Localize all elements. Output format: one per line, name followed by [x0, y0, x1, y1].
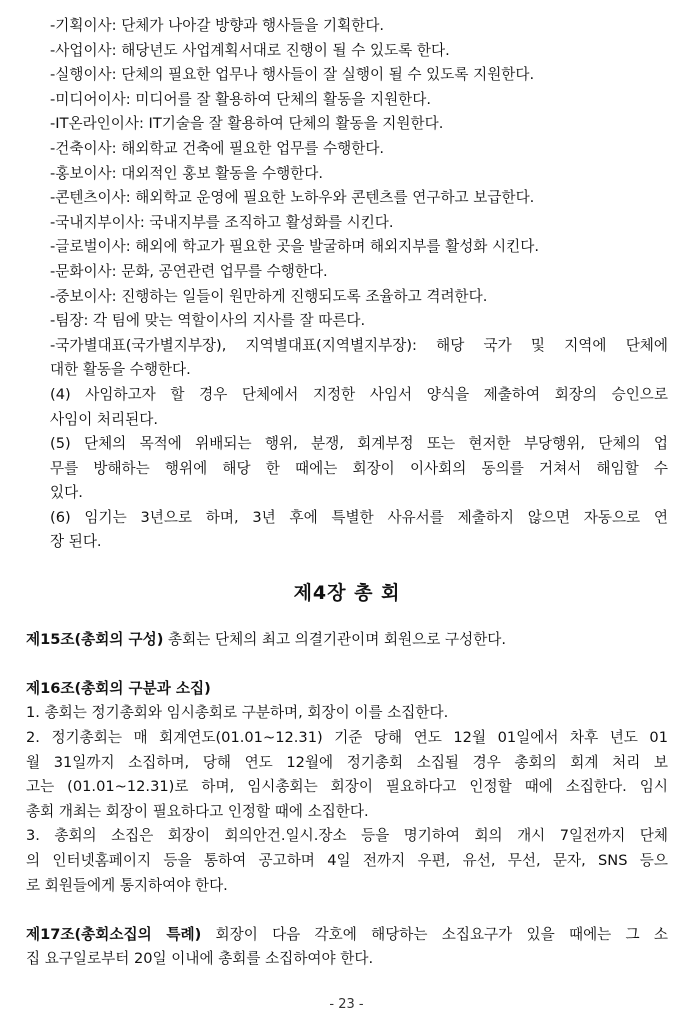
clause-4 [50, 383, 668, 432]
chapter-title: 제4장 총 회 [293, 582, 401, 605]
role-item-contents: -콘텐츠이사: 해외학교 운영에 필요한 노하우와 콘텐츠를 연구하고 보급한다. [50, 189, 535, 207]
article-16-item-2-line: 2. 정기총회는 매 회계연도(01.01~12.31) 기준 당해 연도 12월 01일에서 차후 년도 01 [26, 729, 668, 747]
article-16-item-1: 1. 총회는 정기총회와 임시총회로 구분하며, 회장이 이를 소집한다. [26, 704, 449, 722]
article-17-text: 회장이 다음 각호에 해당하는 소집요구가 있을 때에는 그 소 [201, 925, 668, 943]
role-item-intercession: -중보이사: 진행하는 일들이 원만하게 진행되도록 조율하고 격려한다. [50, 287, 488, 305]
article-15-heading: 제15조(총회의 구성) [26, 630, 164, 648]
clause-line: (4) 사임하고자 할 경우 단체에서 지정한 사임서 양식을 제출하여 회장의 승인으로 [50, 385, 668, 403]
role-item-planning: -기획이사: 단체가 나아갈 방향과 행사들을 기획한다. [50, 17, 385, 34]
article-15-text: 총회는 단체의 최고 의결기관이며 회원으로 구성한다. [163, 630, 507, 648]
role-item-media: -미디어이사: 미디어를 잘 활용하여 단체의 활동을 지원한다. [50, 90, 431, 108]
page-number: - 23 - [329, 997, 364, 1012]
clause-line: (5) 단체의 목적에 위배되는 행위, 분쟁, 회계부정 또는 현저한 부당행위, 단체의 업 [50, 435, 668, 453]
role-item-it-online: -IT온라인이사: IT기술을 잘 활용하여 단체의 활동을 지원한다. [50, 115, 444, 133]
article-15 [26, 628, 668, 653]
role-item-construction: -건축이사: 해외학교 건축에 필요한 업무를 수행한다. [50, 139, 385, 157]
role-item-country-rep-line1: -국가별대표(국가별지부장), 지역별대표(지역별지부장): 해당 국가 및 지역에 단체에 [50, 336, 668, 354]
clause-line: 있다. [50, 484, 83, 502]
role-item-global: -글로벌이사: 해외에 학교가 필요한 곳을 발굴하며 해외지부를 활성화 시킨다. [50, 238, 539, 256]
clause-line: 사임이 처리된다. [50, 410, 158, 428]
article-16-item-3-line: 3. 총회의 소집은 회장이 회의안건.일시.장소 등을 명기하여 회의 개시 7일전까지 단체 [26, 827, 668, 845]
spacer [26, 898, 668, 923]
role-item-culture: -문화이사: 문화, 공연관련 업무를 수행한다. [50, 262, 328, 280]
director-roles-list [26, 14, 668, 555]
article-16-item-2-line: 총회 개최는 회장이 필요하다고 인정할 때에 소집한다. [26, 802, 369, 820]
role-item-execution: -실행이사: 단체의 필요한 업무나 행사들이 잘 실행이 될 수 있도록 지원한다. [50, 66, 535, 84]
article-16-item-3-line: 로 회원들에게 통지하여야 한다. [26, 876, 228, 894]
clause-line: 장 된다. [50, 533, 102, 551]
clause-line: 무를 방해하는 행위에 해당 한 때에는 회장이 이사회의 동의를 거쳐서 해임할 수 [50, 459, 668, 477]
article-17-line2: 집 요구일로부터 20일 이내에 총회를 소집하여야 한다. [26, 950, 374, 968]
article-16 [26, 677, 668, 898]
role-item-domestic-branch: -국내지부이사: 국내지부를 조직하고 활성화를 시킨다. [50, 213, 394, 231]
clause-5 [50, 432, 668, 506]
document-page [26, 14, 668, 972]
article-17 [26, 923, 668, 972]
article-16-item-2-line: 고는 (01.01~12.31)로 하며, 임시총회는 회장이 필요하다고 인정할 때에 소집한다. 임시 [26, 778, 668, 796]
role-item-country-rep-line2: 대한 활동을 수행한다. [50, 361, 191, 379]
article-16-item-3-line: 의 인터넷홈페이지 등을 통하여 공고하며 4일 전까지 우편, 유선, 무선, 문자, SNS 등으 [26, 852, 668, 869]
article-16-item-2-line: 월 31일까지 소집하며, 당해 연도 12월에 정기총회 소집될 경우 총회의 회계 처리 보 [26, 753, 668, 771]
clause-line: (6) 임기는 3년으로 하며, 3년 후에 특별한 사유서를 제출하지 않으면 자동으로 연 [50, 508, 668, 526]
article-17-line1 [26, 923, 668, 948]
clause-6 [50, 506, 668, 555]
role-item-publicity: -홍보이사: 대외적인 홍보 활동을 수행한다. [50, 164, 324, 182]
role-item-team-leader: -팀장: 각 팀에 맞는 역할이사의 지사를 잘 따른다. [50, 312, 366, 330]
article-16-heading: 제16조(총회의 구분과 소집) [26, 679, 211, 697]
spacer [26, 652, 668, 677]
article-17-heading: 제17조(총회소집의 특례) [26, 925, 202, 943]
role-item-business: -사업이사: 해당년도 사업계획서대로 진행이 될 수 있도록 한다. [50, 41, 450, 59]
